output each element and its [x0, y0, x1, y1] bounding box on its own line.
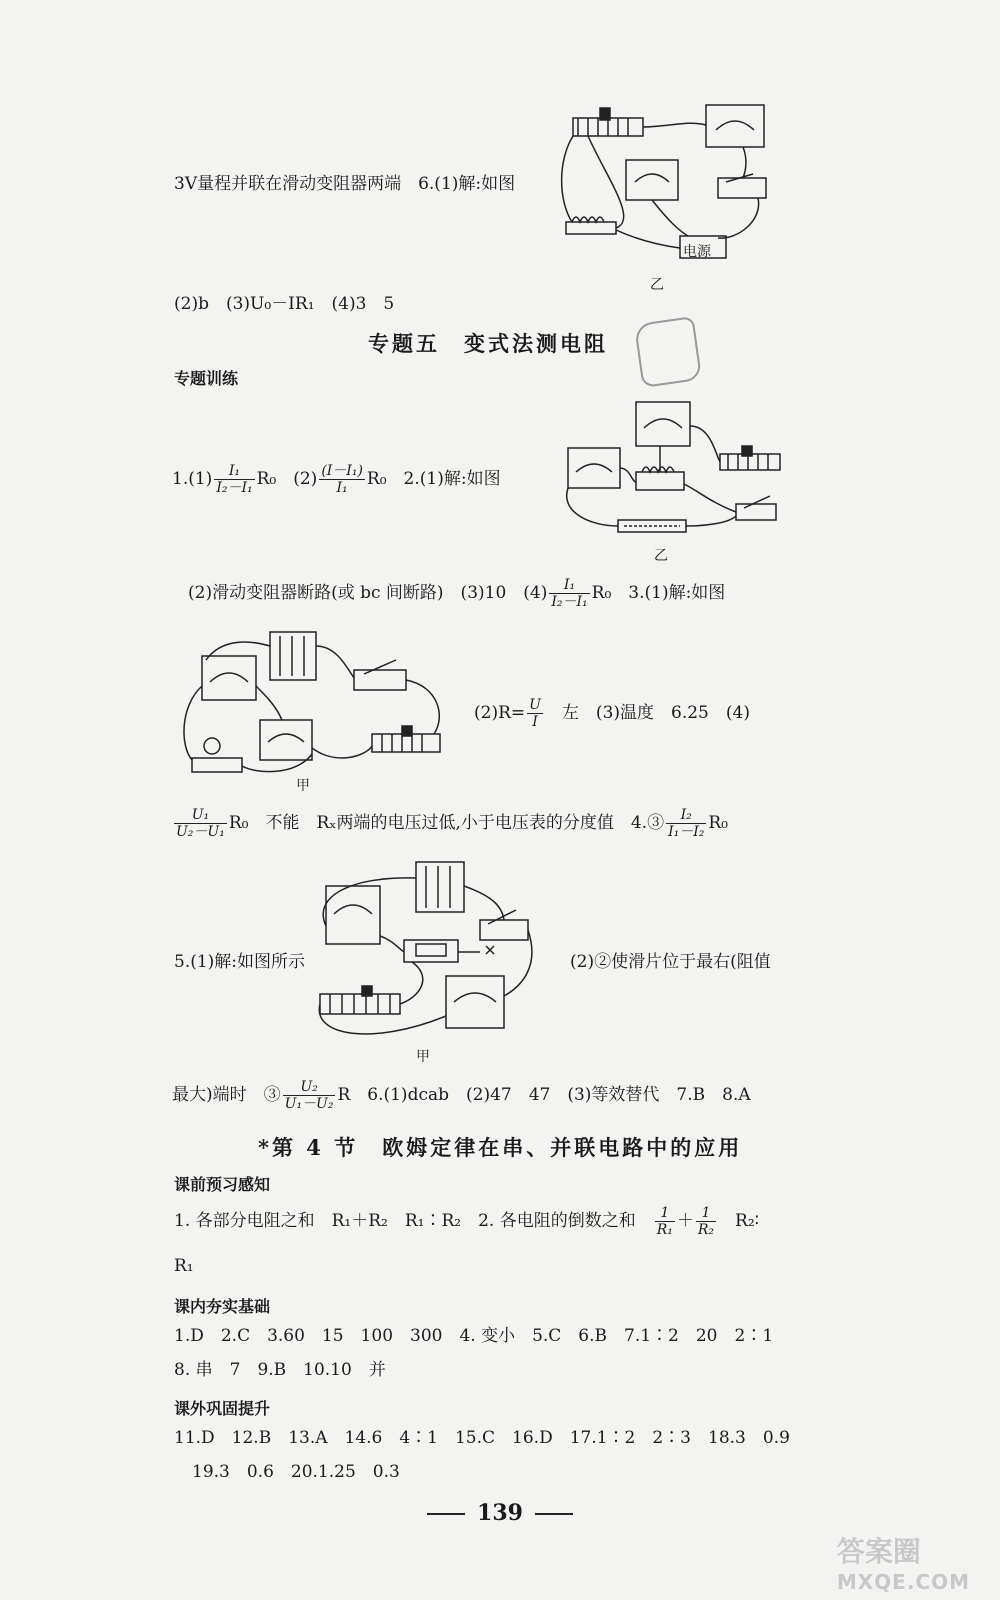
answer-line-2: (2)b (3)U₀－IR₁ (4)3 5	[174, 294, 395, 314]
answer-line-5: (2)R= $\frac{U}{I}$ 左 (3)温度 6.25 (4)	[474, 697, 750, 730]
answer-line-7b: (2)②使滑片位于最右(阻值	[570, 952, 771, 972]
section-head-preview: 课前预习感知	[174, 1175, 271, 1194]
circuit-figure-5	[312, 856, 544, 1048]
figure-2-caption: 乙	[654, 548, 668, 564]
fraction: $\frac{\text{I₁}}{\text{I₂－I₁}}$	[216, 463, 253, 496]
section-head-basics: 课内夯实基础	[174, 1297, 271, 1316]
answer-line-8: 最大)端时 ③ $\frac{\text{U₂}}{\text{U₁－U₂}}$ R 6.(1)dcab (2)47 47 (3)等效替代 7.B 8.A	[172, 1079, 751, 1112]
answer-line-11: 1.D 2.C 3.60 15 100 300 4. 变小 5.C 6.B 7.1∶2 20 2∶1	[174, 1326, 774, 1346]
topic-title: 专题五 变式法测电阻	[368, 331, 608, 356]
answer-line-12: 8. 串 7 9.B 10.10 并	[174, 1360, 386, 1380]
figure-6-caption: 乙	[650, 277, 664, 293]
figure-6-source-label: 电源	[683, 244, 711, 260]
page-number: 139	[0, 1500, 1000, 1526]
fraction: $\frac{\text{I₂}}{\text{I₁－I₂}}$	[668, 807, 705, 840]
answer-line-9: 1. 各部分电阻之和 R₁＋R₂ R₁∶R₂ 2. 各电阻的倒数之和 $\frac{1}{\text{R₁}}$ ＋ $\frac{1}{\text{R₂}}$ R₂∶	[174, 1205, 760, 1238]
fraction: $\frac{\text{U₂}}{\text{U₁－U₂}}$	[284, 1079, 334, 1112]
circuit-figure-6	[558, 100, 780, 270]
library-stamp	[634, 316, 702, 388]
fraction: $\frac{\text{U₁}}{\text{U₂－U₁}}$	[176, 807, 225, 840]
section-head-training: 专题训练	[174, 369, 239, 388]
figure-5-caption: 甲	[416, 1049, 430, 1065]
figure-3-caption: 甲	[296, 778, 310, 794]
circuit-figure-2	[560, 392, 792, 542]
answer-line-14: 19.3 0.6 20.1.25 0.3	[192, 1462, 400, 1482]
fraction: $\frac{1}{\text{R₂}}$	[697, 1205, 715, 1238]
fraction: $\frac{1}{\text{R₁}}$	[656, 1205, 673, 1238]
fraction: $\frac{\text{(I－I₁)}}{\text{I₁}}$	[321, 463, 363, 496]
answer-line-6: $\frac{\text{U₁}}{\text{U₂－U₁}}$ R₀ 不能 Rₓ两端的电压过低,小于电压表的分度值 4.③ $\frac{\text{I₂}}{\text{I₁－I₂}}$ R₀	[176, 807, 728, 840]
answer-line-10: R₁	[174, 1256, 194, 1276]
answer-line-7a: 5.(1)解:如图所示	[174, 952, 306, 972]
answer-line-1: 3V量程并联在滑动变阻器两端 6.(1)解:如图	[174, 174, 516, 194]
fraction: $\frac{\text{I₁}}{\text{I₂－I₁}}$	[551, 577, 588, 610]
fraction: $\frac{U}{I}$	[529, 697, 541, 730]
answer-line-3: 1.(1) $\frac{\text{I₁}}{\text{I₂－I₁}}$ R₀ (2) $\frac{\text{(I－I₁)}}{\text{I₁}}$ R₀ 2.(1)解:如图	[172, 463, 501, 496]
section-head-consolidate: 课外巩固提升	[174, 1399, 271, 1418]
answer-line-13: 11.D 12.B 13.A 14.6 4∶1 15.C 16.D 17.1∶2 2∶3 18.3 0.9	[174, 1428, 790, 1448]
section-title: *第 4 节 欧姆定律在串、并联电路中的应用	[258, 1135, 743, 1160]
circuit-figure-3	[176, 626, 454, 784]
site-watermark: 答案圈 MXQE.COM	[836, 1535, 970, 1594]
answer-line-4: (2)滑动变阻器断路(或 bc 间断路) (3)10 (4) $\frac{\text{I₁}}{\text{I₂－I₁}}$ R₀ 3.(1)解:如图	[188, 577, 726, 610]
